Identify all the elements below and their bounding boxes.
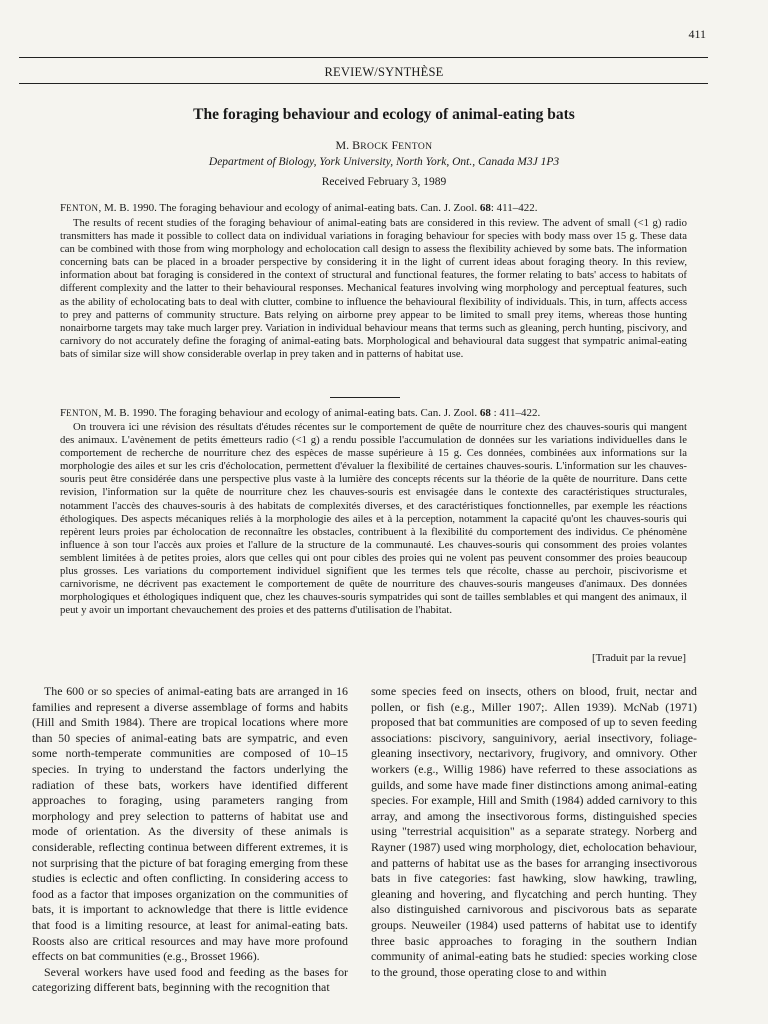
body-paragraph: The 600 or so species of animal-eating bats are arranged in 16 families and represent a diverse assemblage of forms and habits (Hill and Smith 1984). There are tropical locations where more than 50 species of animal-eating bats are sympatric, and even some north-temperate communities are composed of 10–15 species. In trying to understand the factors underlying the radiation of these bats, workers have identified different approaches to foraging, using parameters ranging from morphology and prey selection to patterns of habitat use and mode of orientation. As the diversity of these animals is considerable, reflecting continua between different extremes, it is not surprising that the picture of bat foraging emerging from these studies is eclectic and often conflicting. In considering access to food as a factor that imposes organization on the communities of bats, it is important to acknowledge that there is little evidence that food is a limiting resource, at least for animal-eating bats. Roosts also are critical resources and may have more profound effects on bat communities (e.g., Brosset 1966).: [32, 684, 348, 964]
author-name: [0, 138, 768, 153]
author-surname-initial: F: [388, 138, 399, 152]
section-rule: [19, 83, 708, 84]
author-affiliation: Department of Biology, York University, North York, Ont., Canada M3J 1P3: [208, 156, 560, 168]
citation-english: [60, 202, 537, 214]
citation-small-caps: ENTON: [66, 203, 99, 213]
citation-pages: : 411–422.: [490, 202, 538, 214]
citation-french: [60, 407, 540, 419]
abstract-english: [60, 217, 687, 361]
abstract-english-text: The results of recent studies of the foraging behaviour of animal-eating bats are considered in this review. The advent of small (<1 g) radio transmitters has made it possible to collect data on individual variations in foraging behaviour for species with body mass over 15 g. These data can be combined with those from wing morphology and echolocation call design to assess the flexibility achieved by some bats. The information concerning bats can be placed in a broader perspective by considering it in the light of current ideas about foraging theory. In this review, information about bat foraging is considered in the context of structural and functional features, the former relating to bats' access to habitats of different complexity and the latter to their behavioural responses. Mechanical features involving wing morphology and perceptual features, such as the ability of echolocating bats to deal with clutter, combine to influence the behavioural flexibility of individuals. This, in turn, affects access to prey and patterns of community structure. Bats relying on airborne prey appear to be limited to small prey items, whereas those hunting nonairborne targets may take much larger prey. Variation in individual behaviour means that terms such as gleaning, perch hunting, piscivory, and carnivory do not accurately define the foraging of animal-eating bats. Morphological and behavioural data suggest that sympatric animal-eating bats of similar size will show considerable overlap in prey taken and in patterns of habitat use.: [60, 217, 687, 360]
citation-volume: 68: [479, 202, 491, 214]
citation-text: , M. B. 1990. The foraging behaviour and ecology of animal-eating bats. Can. J. Zool.: [98, 202, 480, 214]
received-date: Received February 3, 1989: [321, 176, 447, 188]
citation-f: F: [60, 202, 67, 214]
author-name-small-caps-1: ROCK: [360, 141, 389, 152]
abstract-divider: [330, 397, 400, 398]
body-paragraph: Several workers have used food and feeding as the bases for categorizing different bats, beginning with the recognition that: [32, 964, 348, 995]
article-title: The foraging behaviour and ecology of animal-eating bats: [193, 106, 575, 123]
body-column-right: [371, 684, 697, 980]
citation-pages: : 411–422.: [490, 407, 541, 419]
body-paragraph: some species feed on insects, others on blood, fruit, nectar and pollen, or fish (e.g., Miller 1907;. Allen 1939). McNab (1971) proposed that bat communities are composed of up to seven feeding associations: piscivory, sanguinivory, aerial insectivory, foliage-gleaning insectivory, nectarivory, frugivory, and omnivory. Other workers (e.g., Willig 1986) have referred to these associations as guilds, and some have made finer distinctions among animal-eating species. For example, Hill and Smith (1984) added carnivory to this array, and among the insectivorous forms, distinguished species using "terrestrial acquisition" as a separate strategy. Norberg and Rayner (1987) used wing morphology, diet, echolocation behaviour, and patterns of habitat use as the bases for arranging insectivorous bats in five categories: fast hawking, slow hawking, trawling, gleaning and hovering, and flycatching and perch hunting. They also distinguished carnivorous and piscivorous bats as separate groups. Neuweiler (1984) used patterns of habitat use to identify three basic approaches to foraging in the southern Indian community of animal-eating bats he studied: species working close to the ground, those operating close to and within: [371, 684, 697, 979]
citation-text: , M. B. 1990. The foraging behaviour and ecology of animal-eating bats. Can. J. Zool.: [98, 407, 480, 419]
citation-volume: 68: [479, 407, 491, 419]
page-number: 411: [688, 27, 706, 41]
abstract-french: [60, 421, 687, 617]
header-rule: [19, 57, 708, 58]
author-initials: M. B: [335, 138, 361, 152]
section-label: REVIEW/SYNTHÈSE: [324, 65, 444, 79]
abstract-french-text: On trouvera ici une révision des résultats d'études récentes sur le comportement de quête de nourriture chez des chauves-souris qui mangent des animaux. L'avènement de petits émetteurs radio (<1 g) a rendu possible l'accumulation de données sur les variations individuelles dans le comportement de recherche de nourriture chez des espèces de masse supérieure à 15 g. Ces données, combinées aux informations sur la morphologie des ailes et sur les cris d'écholocation, permettent d'évaluer la flexibilité de certaines chauves-souris. L'information sur les chauves-souris peut être considérée dans une perspective plus vaste à la lumière des concepts récents sur la théorie de la quête de nourriture. Dans cette revision, l'information sur la quête de nourriture chez les chauves-souris est envisagée dans le contexte des caractéristiques structurales, notamment l'accès des chauves-souris à des habitats de complexités diverses, et des caractéristiques fonctionnelles, par exemple les réactions éthologiques. Des aspects mécaniques reliés à la morphologie des ailes et à la perception, notamment la capacité qu'ont les chauves-souris qui repèrent leurs proies par écholocation de reconnaître les obstacles, contribuent à la flexibilité du comportement des individus. Ce phénomène influence à son tour l'accès aux proies et l'allure de la structure de la communauté. Les chauves-souris qui consomment des proies volantes semblent limitées à de petites proies, alors que celles qui ont pour cibles des proies qui ne volent pas peuvent consommer des proies beaucoup plus grosses. Les variations du comportement individuel signifient que les termes tels que récolte, chasse au perchoir, piscivorisme et carnivorisme, ne décrivent pas exactement le comportement de quête de nourriture des chauves-souris mangeuses d'animaux. Des données morphologiques et éthologiques indiquent que, chez les chauves-souris sympatrides qui sont de tailles semblables et qui mangent des animaux, il peut y avoir un important chevauchement des proies et des patterns d'utilisation de l'habitat.: [60, 421, 687, 617]
citation-small-caps: ENTON: [66, 408, 99, 418]
body-column-left: [32, 684, 348, 996]
author-name-small-caps-2: ENTON: [398, 141, 433, 152]
translation-credit: [Traduit par la revue]: [592, 652, 686, 664]
citation-f: F: [60, 407, 67, 419]
